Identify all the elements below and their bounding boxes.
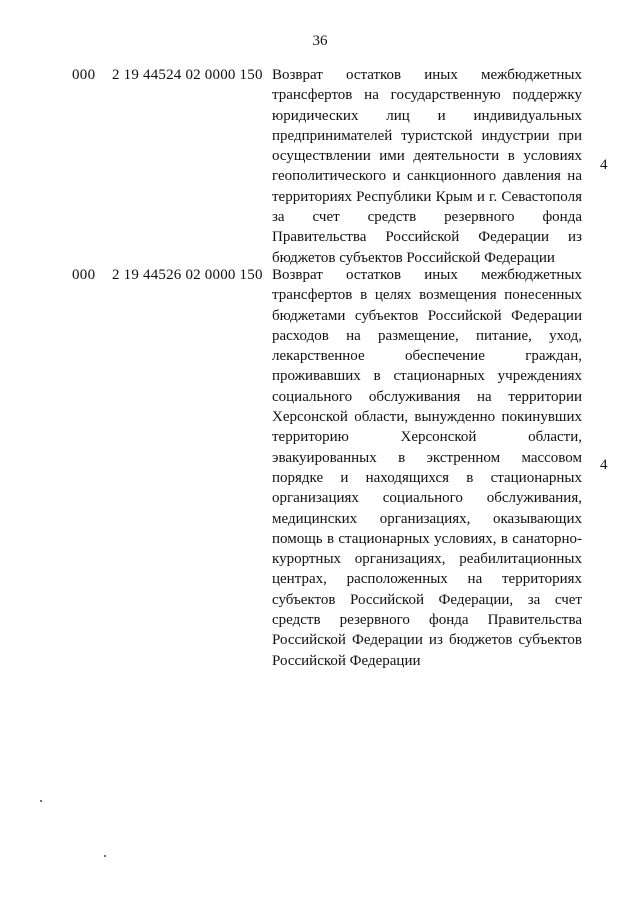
row-value: 4 bbox=[600, 157, 608, 173]
scan-speck bbox=[104, 855, 106, 857]
scan-speck bbox=[40, 800, 42, 802]
admin-code: 000 bbox=[72, 67, 96, 83]
page-number: 36 bbox=[312, 33, 328, 49]
budget-classification-code: 2 19 44526 02 0000 150 bbox=[112, 267, 263, 283]
row-description: Возврат остатков иных межбюджетных трансфертов в целях возмещения понесенных бюджетами субъектов Российской Федерации расходов на размещение, питание, уход, лекарственное обеспечение граждан, проживавших в стационарных учреждениях социального обслуживания на территории Херсонской области, вынужденно покинувших территорию Херсонской области, эвакуированных в экстренном массовом порядке и находящихся в стационарных организациях социального обслуживания, медицинских организациях, оказывающих помощь в стационарных условиях, в санаторно-курортных организациях, реабилитационных центрах, расположенных на территориях субъектов Российской Федерации, за счет средств резервного фонда Правительства Российской Федерации из бюджетов субъектов Российской Федерации bbox=[272, 267, 582, 669]
row-value: 4 bbox=[600, 457, 608, 473]
row-description: Возврат остатков иных межбюджетных трансфертов на государственную поддержку юридических лиц и индивидуальных предпринимателей туристской индустрии при осуществлении ими деятельности в условиях геополитического и санкционного давления на территориях Республики Крым и г. Севастополя за счет средств резервного фонда Правительства Российской Федерации из бюджетов субъектов Российской Федерации bbox=[272, 67, 582, 266]
budget-classification-code: 2 19 44524 02 0000 150 bbox=[112, 67, 263, 83]
admin-code: 000 bbox=[72, 267, 96, 283]
